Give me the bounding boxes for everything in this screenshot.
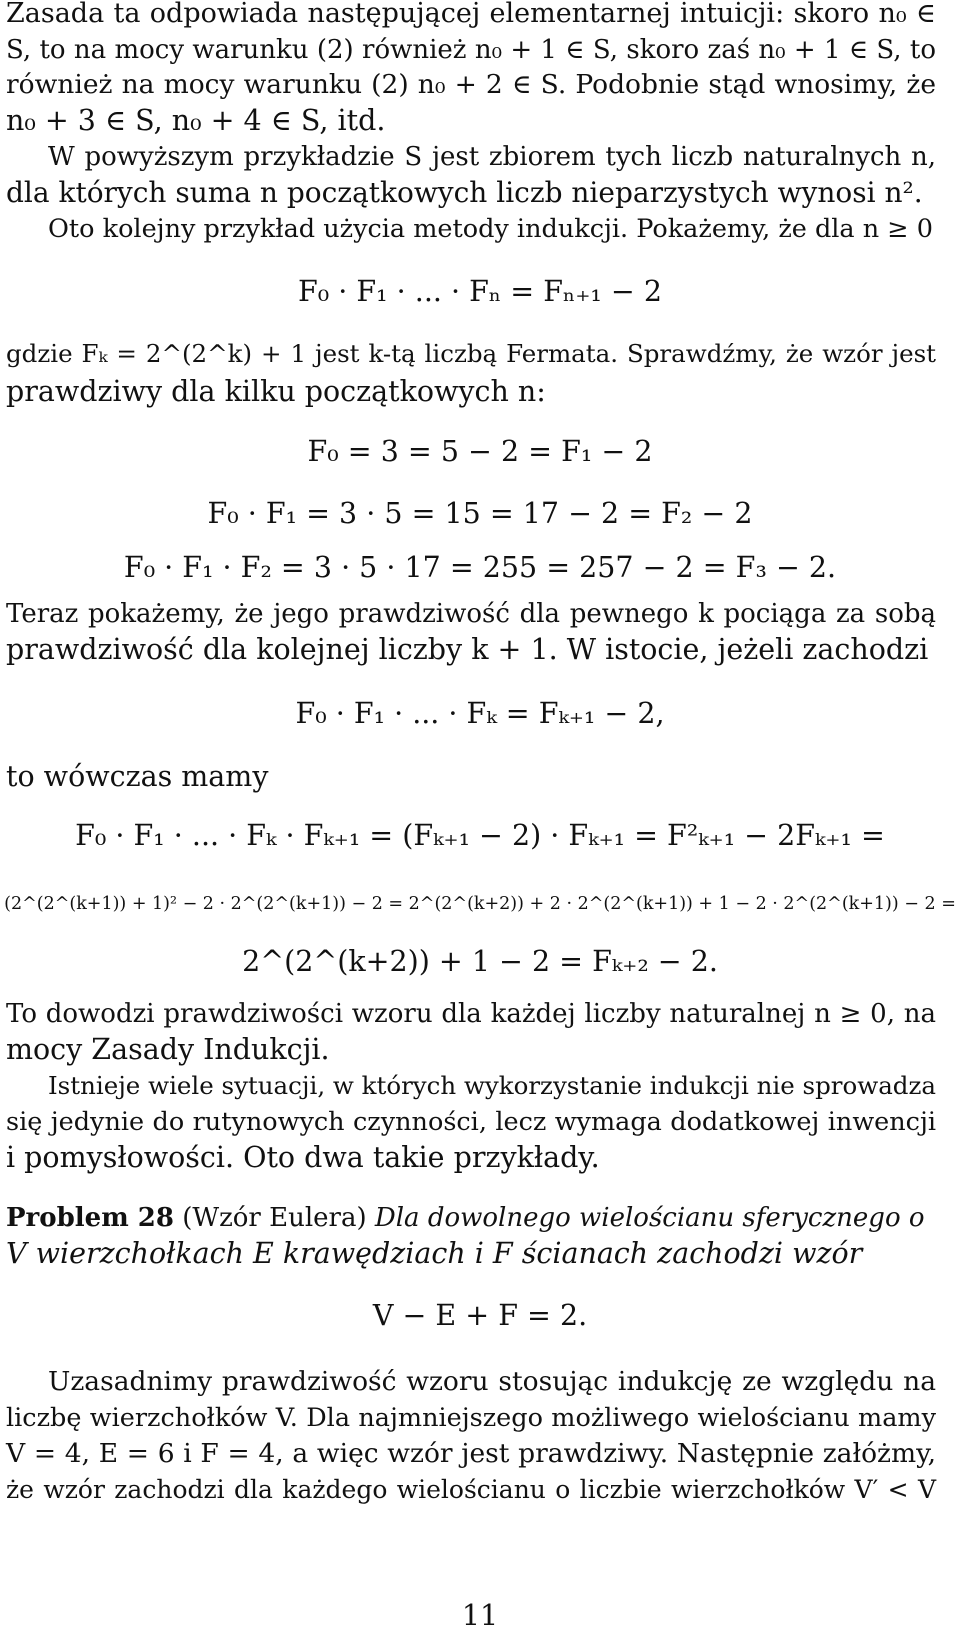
- text-line: również na mocy warunku (2) n₀ + 2 ∈ S. Podobnie stąd wnosimy, że: [6, 69, 936, 100]
- text-line: że wzór zachodzi dla każdego wielościanu o liczbie wierzchołków V′ < V: [6, 1475, 936, 1504]
- text-line: Teraz pokażemy, że jego prawdziwość dla pewnego k pociąga za sobą: [6, 599, 936, 629]
- text-line: to wówczas mamy: [6, 760, 269, 793]
- text-line: W powyższym przykładzie S jest zbiorem tych liczb naturalnych n,: [48, 142, 936, 172]
- text-line: Oto kolejny przykład użycia metody indukcji. Pokażemy, że dla n ≥ 0: [48, 214, 933, 244]
- equation-derivation-3: 2^(2^(k+2)) + 1 − 2 = Fₖ₊₂ − 2.: [242, 945, 718, 978]
- text-line: Istnieje wiele sytuacji, w których wykorzystanie indukcji nie sprowadza: [48, 1071, 936, 1100]
- text-line: dla których suma n początkowych liczb nieparzystych wynosi n².: [6, 176, 923, 209]
- text-line: S, to na mocy warunku (2) również n₀ + 1 ∈ S, skoro zaś n₀ + 1 ∈ S, to: [6, 35, 936, 65]
- problem-statement-line: V wierzchołkach E krawędziach i F ścianach zachodzi wzór: [6, 1237, 863, 1270]
- text-line: mocy Zasady Indukcji.: [6, 1033, 330, 1066]
- problem-heading: [6, 1200, 936, 1236]
- text-line: prawdziwość dla kolejnej liczby k + 1. W istocie, jeżeli zachodzi: [6, 633, 929, 666]
- equation-check-f0: F₀ = 3 = 5 − 2 = F₁ − 2: [307, 435, 653, 468]
- text-line: n₀ + 3 ∈ S, n₀ + 4 ∈ S, itd.: [6, 104, 386, 137]
- text-line: To dowodzi prawdziwości wzoru dla każdej liczby naturalnej n ≥ 0, na: [6, 999, 936, 1029]
- text-line: i pomysłowości. Oto dwa takie przykłady.: [6, 1141, 600, 1174]
- text-line: Uzasadnimy prawdziwość wzoru stosując indukcję ze względu na: [48, 1366, 936, 1397]
- text-line: się jedynie do rutynowych czynności, lecz wymaga dodatkowej inwencji: [6, 1107, 936, 1137]
- text-line: gdzie Fₖ = 2^(2^k) + 1 jest k-tą liczbą Fermata. Sprawdźmy, że wzór jest: [6, 339, 936, 368]
- equation-check-f0f1: F₀ · F₁ = 3 · 5 = 15 = 17 − 2 = F₂ − 2: [207, 497, 753, 530]
- problem-statement: Dla dowolnego wielościanu sferycznego o: [374, 1203, 925, 1233]
- equation-check-f0f1f2: F₀ · F₁ · F₂ = 3 · 5 · 17 = 255 = 257 − 2 = F₃ − 2.: [123, 551, 837, 584]
- problem-label: Problem 28: [6, 1203, 174, 1233]
- text-line: Zasada ta odpowiada następującej elementarnej intuicji: skoro n₀ ∈: [6, 0, 936, 29]
- equation-assumption: F₀ · F₁ · ... · Fₖ = Fₖ₊₁ − 2,: [295, 697, 665, 730]
- problem-title: (Wzór Eulera): [182, 1203, 367, 1233]
- page-number: 11: [461, 1599, 499, 1632]
- euler-formula: V − E + F = 2.: [372, 1299, 588, 1332]
- equation-derivation-2: (2^(2^(k+1)) + 1)² − 2 · 2^(2^(k+1)) − 2 = 2^(2^(k+2)) + 2 · 2^(2^(k+1)) + 1 − 2 · 2^(2^(k+1)) − 2 =: [4, 894, 956, 914]
- equation-fermat-product: F₀ · F₁ · ... · Fₙ = Fₙ₊₁ − 2: [298, 275, 662, 308]
- text-line: prawdziwy dla kilku początkowych n:: [6, 375, 546, 408]
- text-line: liczbę wierzchołków V. Dla najmniejszego możliwego wielościanu mamy: [6, 1403, 936, 1433]
- equation-derivation-1: F₀ · F₁ · ... · Fₖ · Fₖ₊₁ = (Fₖ₊₁ − 2) · Fₖ₊₁ = F²ₖ₊₁ − 2Fₖ₊₁ =: [75, 819, 885, 852]
- text-line: V = 4, E = 6 i F = 4, a więc wzór jest prawdziwy. Następnie załóżmy,: [6, 1438, 936, 1469]
